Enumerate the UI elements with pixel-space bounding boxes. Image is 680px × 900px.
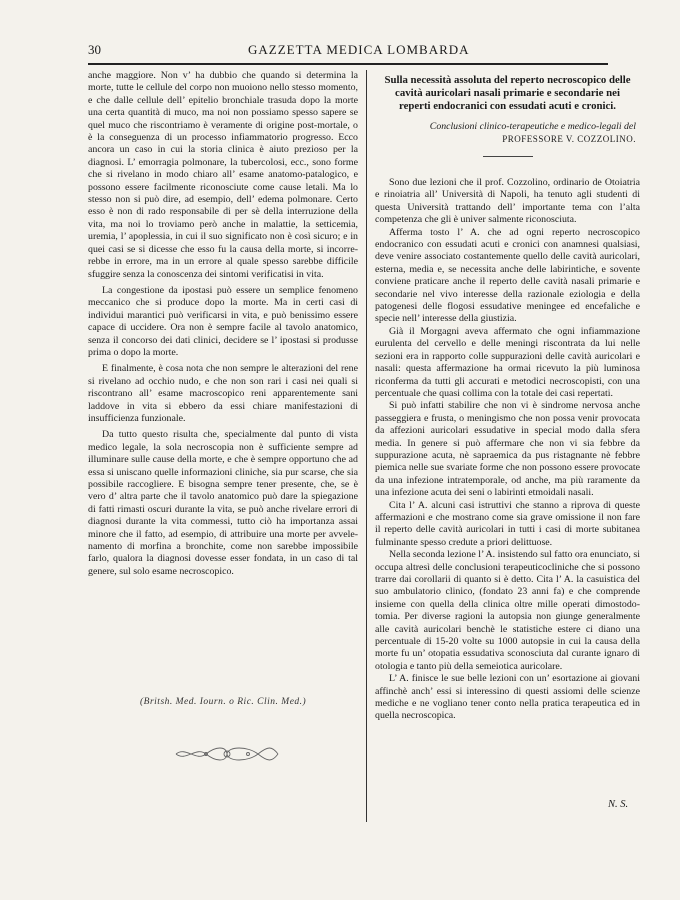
paragraph: L’ A. finisce le sue belle lezioni con un’ esortazione ai giovani affinchè anch’ essi si interessino di questi assiomi delle scienze mediche e ne vogliano tener conto nella pratica terapeutica ed in quella necroscopica.: [375, 673, 640, 722]
source-citation: (Britsh. Med. Iourn. o Ric. Clin. Med.): [140, 697, 307, 707]
paragraph: Sono due lezioni che il prof. Cozzolino, ordinario de Otoiatria e rinoiatria all’ Università di Napoli, ha tenuto agli studenti di questa Università trattando dell’ importante tema con l’alta competenza che gli è univer salmente riconosciuta.: [375, 177, 640, 226]
paragraph: Già il Morgagni aveva affermato che ogni infiammazione eurulenta del cervello e delle meningi riscontrata da lui nelle sezioni era in rapporto colle suppurazioni delle cavità auricolari e nasali: questa affermazione ha ormai ricevuto la più luminosa riconferma da tutti gli accurati e metodici necroscopisti, con una percentuale che quasi collima con la totale dei casi repertati.: [375, 325, 640, 399]
left-column: [88, 70, 358, 578]
subtitle-author: PROFESSORE V. COZZOLINO.: [502, 134, 636, 144]
article-subtitle: [375, 121, 640, 146]
column-divider: [366, 70, 367, 822]
paragraph: Nella seconda lezione l’ A. insistendo sul fatto ora enunciato, si occupa altresì delle conclusioni terapeuticocliniche che si possono trarre dai corollarii di quanto si è detto. Cita l’ A. la casuistica del suo ambulatorio clinico, (fondato 23 anni fa) e che comprende insieme con quella della clinica oltre mille operati dimostodotomia. Per diverse ragioni la autopsia non giunge generalmente alle cavità auricolari benchè le statistiche estere ci diano una percentuale di 15-20 volte su 1000 autopsie in cui la causa della morte fu un’ otopatia essudativa sconosciuta dal curante ignaro di otologia e tanto più della semeiotica auricolare.: [375, 549, 640, 672]
page-number: 30: [88, 42, 101, 57]
paragraph: La congestione da ipostasi può essere un semplice fenomeno meccanico che si produce dopo la morte. Ma in certi casi di individui marantici può verificarsi in vita, e può benissimo essere capace di uccidere. Ora non è sempre facile al tavolo anatomico, senza il concorso dei dati clinici, decidere se l’ ipostasi si produsse prima o dopo la morte.: [88, 284, 358, 358]
signature: N. S.: [608, 799, 629, 810]
ornament-icon: [172, 745, 282, 763]
subtitle-prefix: Conclusioni clinico-terapeutiche e medico-legali del: [429, 121, 636, 132]
paragraph: Cita l’ A. alcuni casi istruttivi che stanno a riprova di queste affermazioni e che mostrano come sia grave omissione il non fare il reperto delle cavità auricolari in tutti i casi di morte subitanea fulminante spesso credute a priori delittuose.: [375, 499, 640, 548]
paragraph: E finalmente, è cosa nota che non sempre le alterazioni del rene si rivelano ad occhio nudo, e che non son rari i casi nei quali si riscontrano all’ esame macroscopico reni apparentemente sani laddove in vita si ebbero da essi chiare manifestazioni di insufficienza funzionale.: [88, 363, 358, 424]
paragraph: Afferma tosto l’ A. che ad ogni reperto necroscopico endocranico con essudati acuti e cronici con anamnesi qualsiasi, deve venire associato costantemente quello delle cavità auricolari, esterna, media e, se necessita anche delle labirintiche, e sovente conviene praticare anche il reperto delle cavità nasali primarie e secondarie nel vivo interesse della razionale eziologia e della patogenesi delle flogosi essudative meningee ed encefaliche e specie nell’ interesse della giustizia.: [375, 226, 640, 325]
paragraph: Si può infatti stabilire che non vi è sindrome nervosa anche passeggiera e frusta, o meningismo che non possa venir provocata da affezioni auricolari essudative in special modo dalla sfera media. In genere si può affermare che non vi sia febbre da suppurazione acuta, nè sapraemica da pus ristagnante nè febbre piemica nelle sue svariate forme che non possono essere provocate da una infezione intratemporale, od anche, ma più raramente da una infezione acuta dei seni o labirinti etmoidali nasali.: [375, 400, 640, 499]
running-title: GAZZETTA MEDICA LOMBARDA: [248, 42, 470, 57]
title-rule: [483, 156, 533, 157]
header-rule: [88, 63, 608, 65]
page-header: [88, 42, 608, 60]
paragraph: Da tutto questo risulta che, specialmente dal punto di vista medico legale, la sola necroscopia non è sufficiente sempre ad illuminare sulle cause della morte, e che è sempre opportuno che ad essa si uniscano quelle informazioni cliniche, sia pur scarse, che sia possibile raccogliere. E bisogna sempre tener presente, che, se è vero d’ altra parte che il tavolo anatomico può dare la spiegazione di fatti rimasti oscuri durante la vita, se può anche rivelare errori di diagnosi durante la vita commessi, tutto ciò ha importanza assai minore che il fatto, ad esempio, di attribuire una morte per avvelenamento di morfina a bronchite, come non sarebbe impossibile farlo, qualora la diagnosi dovesse esser fondata, in un caso di tal genere, sul solo esame necroscopico.: [88, 429, 358, 577]
paragraph: anche maggiore. Non v’ ha dubbio che quando si determina la morte, tutte le cellule del corpo non muoiono nello stesso momento, e che dalle cellule dell’ epitelio bronchiale trasuda dopo la morte una certa quantità di muco, ma noi non possiamo spesso sapere se quel muco che riscontriamo è veramente di origine post-mortale, o è la conseguenza di un processo infiammatorio progresso. Ecco ancora un caso in cui la storia clinica è aiuto prezioso per la diagnosi. L’ emorragia polmonare, la tubercolosi, ecc., sono forme che si rivelano in modo chiaro all’ esame anatomo-patalogico, e possono essere facilmente riconosciute come cause letali. Ma lo stesso non si può dire, ad esempio, dell’ edema polmonare. Certo esso è non di rado responsabile di per sè della interruzione della vita, ma noi lo troviamo però anche in malattie, la setticemia, uremia, l’ apoplessia, in cui il suo significato non è così sicuro; e in quei casi se si dicesse che esso fu la causa della morte, si incorrerebbe in errore, ma in un errore al quale spesso sarebbe difficile sfuggire senza la conoscenza dei sintomi verificatisi in vita.: [88, 70, 358, 280]
article-title: Sulla necessità assoluta del reperto necroscopico delle cavità auricolari nasali primarie e secondarie nei reperti endocranici con essudati acuti e cronici.: [384, 74, 631, 112]
right-column: [375, 70, 640, 723]
